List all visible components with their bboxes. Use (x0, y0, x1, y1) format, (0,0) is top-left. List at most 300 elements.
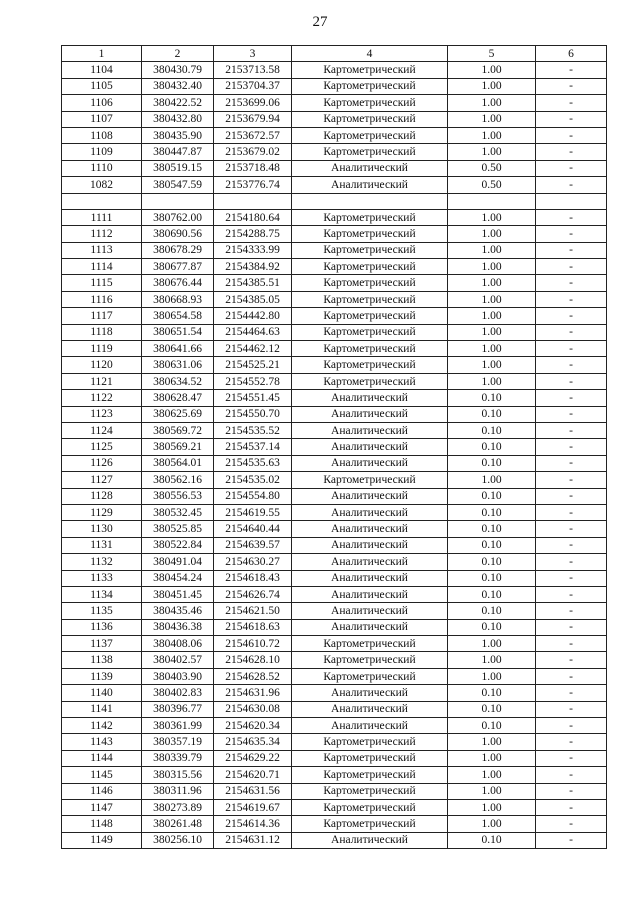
point-number-cell: 1134 (62, 586, 142, 602)
method-cell: Аналитический (292, 685, 448, 701)
x-coordinate-cell: 380677.87 (142, 259, 214, 275)
column-header-2: 2 (142, 46, 214, 62)
table-row (62, 62, 607, 78)
table-row (62, 324, 607, 340)
x-coordinate-cell: 380569.72 (142, 422, 214, 438)
y-coordinate-cell: 2154631.12 (214, 832, 292, 848)
table-row (62, 685, 607, 701)
y-coordinate-cell: 2154552.78 (214, 373, 292, 389)
accuracy-cell: 1.00 (448, 78, 536, 94)
method-cell: Аналитический (292, 406, 448, 422)
point-number-cell: 1119 (62, 341, 142, 357)
method-cell: Аналитический (292, 701, 448, 717)
note-cell: - (536, 226, 607, 242)
y-coordinate-cell: 2154618.43 (214, 570, 292, 586)
table-row (62, 701, 607, 717)
accuracy-cell: 0.10 (448, 832, 536, 848)
table-row (62, 160, 607, 176)
method-cell: Аналитический (292, 455, 448, 471)
table-row (62, 537, 607, 553)
x-coordinate-cell: 380641.66 (142, 341, 214, 357)
y-coordinate-cell: 2153776.74 (214, 177, 292, 193)
point-number-cell: 1120 (62, 357, 142, 373)
table-row (62, 718, 607, 734)
method-cell: Картометрический (292, 472, 448, 488)
x-coordinate-cell: 380408.06 (142, 636, 214, 652)
point-number-cell: 1109 (62, 144, 142, 160)
table-row (62, 570, 607, 586)
point-number-cell: 1143 (62, 734, 142, 750)
x-coordinate-cell: 380562.16 (142, 472, 214, 488)
x-coordinate-cell: 380668.93 (142, 291, 214, 307)
accuracy-cell: 1.00 (448, 373, 536, 389)
note-cell: - (536, 160, 607, 176)
table-row (62, 308, 607, 324)
y-coordinate-cell: 2154464.63 (214, 324, 292, 340)
note-cell: - (536, 390, 607, 406)
method-cell: Картометрический (292, 95, 448, 111)
point-number-cell: 1146 (62, 783, 142, 799)
y-coordinate-cell: 2154628.10 (214, 652, 292, 668)
y-coordinate-cell: 2154630.27 (214, 554, 292, 570)
note-cell: - (536, 554, 607, 570)
x-coordinate-cell: 380432.80 (142, 111, 214, 127)
table-row (62, 357, 607, 373)
accuracy-cell: 1.00 (448, 750, 536, 766)
table-row (62, 652, 607, 668)
point-number-cell: 1124 (62, 422, 142, 438)
y-coordinate-cell: 2154631.96 (214, 685, 292, 701)
table-row (62, 95, 607, 111)
accuracy-cell: 1.00 (448, 734, 536, 750)
method-cell: Картометрический (292, 734, 448, 750)
x-coordinate-cell: 380430.79 (142, 62, 214, 78)
point-number-cell: 1128 (62, 488, 142, 504)
x-coordinate-cell: 380532.45 (142, 504, 214, 520)
y-coordinate-cell: 2154385.05 (214, 291, 292, 307)
point-number-cell: 1118 (62, 324, 142, 340)
x-coordinate-cell: 380396.77 (142, 701, 214, 717)
y-coordinate-cell: 2154610.72 (214, 636, 292, 652)
method-cell: Картометрический (292, 799, 448, 815)
method-cell: Аналитический (292, 422, 448, 438)
table-row (62, 111, 607, 127)
table-row (62, 668, 607, 684)
method-cell: Картометрический (292, 652, 448, 668)
method-cell: Аналитический (292, 390, 448, 406)
point-number-cell: 1123 (62, 406, 142, 422)
accuracy-cell: 0.10 (448, 685, 536, 701)
point-number-cell: 1110 (62, 160, 142, 176)
table-row (62, 619, 607, 635)
table-row (62, 127, 607, 143)
note-cell: - (536, 308, 607, 324)
table-row (62, 554, 607, 570)
x-coordinate-cell: 380435.46 (142, 603, 214, 619)
y-coordinate-cell: 2154629.22 (214, 750, 292, 766)
method-cell: Картометрический (292, 668, 448, 684)
x-coordinate-cell: 380436.38 (142, 619, 214, 635)
note-cell: - (536, 636, 607, 652)
method-cell: Аналитический (292, 554, 448, 570)
y-coordinate-cell: 2154621.50 (214, 603, 292, 619)
note-cell: - (536, 78, 607, 94)
note-cell: - (536, 832, 607, 848)
note-cell: - (536, 259, 607, 275)
table-row (62, 406, 607, 422)
accuracy-cell: 1.00 (448, 291, 536, 307)
accuracy-cell: 1.00 (448, 341, 536, 357)
table-row (62, 488, 607, 504)
accuracy-cell: 0.10 (448, 406, 536, 422)
point-number-cell: 1108 (62, 127, 142, 143)
table-body (62, 62, 607, 849)
y-coordinate-cell: 2154550.70 (214, 406, 292, 422)
note-cell: - (536, 521, 607, 537)
method-cell: Аналитический (292, 177, 448, 193)
table-row (62, 472, 607, 488)
table-row (62, 193, 607, 209)
method-cell: Картометрический (292, 242, 448, 258)
note-cell: - (536, 357, 607, 373)
note-cell: - (536, 767, 607, 783)
x-coordinate-cell: 380447.87 (142, 144, 214, 160)
accuracy-cell: 0.10 (448, 554, 536, 570)
column-header-4: 4 (292, 46, 448, 62)
note-cell: - (536, 504, 607, 520)
method-cell: Картометрический (292, 783, 448, 799)
y-coordinate-cell: 2153679.94 (214, 111, 292, 127)
x-coordinate-cell: 380651.54 (142, 324, 214, 340)
x-coordinate-cell: 380361.99 (142, 718, 214, 734)
x-coordinate-cell: 380339.79 (142, 750, 214, 766)
table-row (62, 291, 607, 307)
y-coordinate-cell: 2154462.12 (214, 341, 292, 357)
point-number-cell: 1105 (62, 78, 142, 94)
table-row (62, 521, 607, 537)
y-coordinate-cell: 2154630.08 (214, 701, 292, 717)
method-cell: Аналитический (292, 439, 448, 455)
page-number: 27 (312, 14, 328, 30)
accuracy-cell: 0.10 (448, 488, 536, 504)
note-cell: - (536, 95, 607, 111)
point-number-cell: 1136 (62, 619, 142, 635)
point-number-cell: 1132 (62, 554, 142, 570)
table-row (62, 259, 607, 275)
y-coordinate-cell: 2153672.57 (214, 127, 292, 143)
note-cell: - (536, 586, 607, 602)
point-number-cell: 1104 (62, 62, 142, 78)
accuracy-cell: 1.00 (448, 357, 536, 373)
method-cell: Аналитический (292, 570, 448, 586)
table-row (62, 636, 607, 652)
method-cell: Картометрический (292, 767, 448, 783)
table-row (62, 275, 607, 291)
accuracy-cell: 0.10 (448, 586, 536, 602)
accuracy-cell: 1.00 (448, 127, 536, 143)
note-cell: - (536, 472, 607, 488)
note-cell: - (536, 455, 607, 471)
point-number-cell: 1133 (62, 570, 142, 586)
note-cell: - (536, 324, 607, 340)
accuracy-cell: 1.00 (448, 259, 536, 275)
accuracy-cell: 1.00 (448, 668, 536, 684)
note-cell (536, 193, 607, 209)
table-header-row (62, 46, 607, 62)
method-cell: Картометрический (292, 209, 448, 225)
point-number-cell: 1148 (62, 816, 142, 832)
method-cell: Аналитический (292, 521, 448, 537)
y-coordinate-cell: 2153679.02 (214, 144, 292, 160)
method-cell: Картометрический (292, 308, 448, 324)
y-coordinate-cell: 2154626.74 (214, 586, 292, 602)
table-row (62, 209, 607, 225)
x-coordinate-cell: 380432.40 (142, 78, 214, 94)
table-row (62, 373, 607, 389)
point-number-cell: 1130 (62, 521, 142, 537)
x-coordinate-cell: 380357.19 (142, 734, 214, 750)
method-cell: Картометрический (292, 144, 448, 160)
x-coordinate-cell: 380634.52 (142, 373, 214, 389)
accuracy-cell: 1.00 (448, 783, 536, 799)
y-coordinate-cell: 2154619.67 (214, 799, 292, 815)
accuracy-cell: 0.10 (448, 603, 536, 619)
point-number-cell: 1126 (62, 455, 142, 471)
method-cell: Картометрический (292, 341, 448, 357)
accuracy-cell: 0.10 (448, 390, 536, 406)
y-coordinate-cell: 2153699.06 (214, 95, 292, 111)
accuracy-cell: 0.50 (448, 177, 536, 193)
point-number-cell: 1147 (62, 799, 142, 815)
x-coordinate-cell: 380256.10 (142, 832, 214, 848)
point-number-cell: 1114 (62, 259, 142, 275)
column-header-1: 1 (62, 46, 142, 62)
table-row (62, 767, 607, 783)
accuracy-cell: 0.50 (448, 160, 536, 176)
accuracy-cell: 1.00 (448, 767, 536, 783)
coordinates-table (61, 45, 607, 849)
table-row (62, 783, 607, 799)
method-cell (292, 193, 448, 209)
accuracy-cell: 1.00 (448, 816, 536, 832)
y-coordinate-cell: 2154620.34 (214, 718, 292, 734)
table-row (62, 750, 607, 766)
accuracy-cell: 1.00 (448, 324, 536, 340)
method-cell: Картометрический (292, 111, 448, 127)
x-coordinate-cell: 380564.01 (142, 455, 214, 471)
x-coordinate-cell: 380422.52 (142, 95, 214, 111)
method-cell: Картометрический (292, 636, 448, 652)
method-cell: Аналитический (292, 718, 448, 734)
point-number-cell: 1121 (62, 373, 142, 389)
table-row (62, 390, 607, 406)
table-row (62, 226, 607, 242)
column-header-5: 5 (448, 46, 536, 62)
y-coordinate-cell: 2154385.51 (214, 275, 292, 291)
x-coordinate-cell: 380491.04 (142, 554, 214, 570)
y-coordinate-cell: 2154554.80 (214, 488, 292, 504)
accuracy-cell: 1.00 (448, 308, 536, 324)
method-cell: Аналитический (292, 537, 448, 553)
note-cell: - (536, 127, 607, 143)
method-cell: Аналитический (292, 504, 448, 520)
note-cell: - (536, 652, 607, 668)
x-coordinate-cell: 380556.53 (142, 488, 214, 504)
y-coordinate-cell: 2154535.02 (214, 472, 292, 488)
accuracy-cell: 1.00 (448, 111, 536, 127)
accuracy-cell: 1.00 (448, 62, 536, 78)
table-row (62, 341, 607, 357)
point-number-cell (62, 193, 142, 209)
accuracy-cell: 1.00 (448, 275, 536, 291)
point-number-cell: 1113 (62, 242, 142, 258)
note-cell: - (536, 816, 607, 832)
x-coordinate-cell: 380676.44 (142, 275, 214, 291)
point-number-cell: 1111 (62, 209, 142, 225)
note-cell: - (536, 685, 607, 701)
y-coordinate-cell: 2154288.75 (214, 226, 292, 242)
note-cell: - (536, 177, 607, 193)
method-cell: Аналитический (292, 832, 448, 848)
method-cell: Картометрический (292, 291, 448, 307)
table-row (62, 832, 607, 848)
y-coordinate-cell: 2154180.64 (214, 209, 292, 225)
point-number-cell: 1125 (62, 439, 142, 455)
point-number-cell: 1107 (62, 111, 142, 127)
note-cell: - (536, 341, 607, 357)
table-row (62, 603, 607, 619)
x-coordinate-cell: 380402.57 (142, 652, 214, 668)
y-coordinate-cell (214, 193, 292, 209)
note-cell: - (536, 406, 607, 422)
point-number-cell: 1139 (62, 668, 142, 684)
note-cell: - (536, 209, 607, 225)
point-number-cell: 1145 (62, 767, 142, 783)
x-coordinate-cell: 380654.58 (142, 308, 214, 324)
accuracy-cell: 1.00 (448, 472, 536, 488)
note-cell: - (536, 439, 607, 455)
accuracy-cell: 1.00 (448, 242, 536, 258)
accuracy-cell: 1.00 (448, 652, 536, 668)
point-number-cell: 1141 (62, 701, 142, 717)
point-number-cell: 1106 (62, 95, 142, 111)
accuracy-cell: 1.00 (448, 636, 536, 652)
note-cell: - (536, 275, 607, 291)
x-coordinate-cell: 380311.96 (142, 783, 214, 799)
accuracy-cell: 0.10 (448, 718, 536, 734)
table-row (62, 78, 607, 94)
column-header-3: 3 (214, 46, 292, 62)
note-cell: - (536, 373, 607, 389)
column-header-6: 6 (536, 46, 607, 62)
point-number-cell: 1137 (62, 636, 142, 652)
x-coordinate-cell: 380569.21 (142, 439, 214, 455)
point-number-cell: 1144 (62, 750, 142, 766)
point-number-cell: 1140 (62, 685, 142, 701)
point-number-cell: 1135 (62, 603, 142, 619)
note-cell: - (536, 603, 607, 619)
method-cell: Картометрический (292, 62, 448, 78)
table-row (62, 455, 607, 471)
note-cell: - (536, 111, 607, 127)
y-coordinate-cell: 2154333.99 (214, 242, 292, 258)
y-coordinate-cell: 2154551.45 (214, 390, 292, 406)
method-cell: Картометрический (292, 373, 448, 389)
method-cell: Картометрический (292, 816, 448, 832)
note-cell: - (536, 734, 607, 750)
x-coordinate-cell: 380628.47 (142, 390, 214, 406)
x-coordinate-cell (142, 193, 214, 209)
accuracy-cell: 0.10 (448, 455, 536, 471)
method-cell: Аналитический (292, 619, 448, 635)
method-cell: Аналитический (292, 488, 448, 504)
accuracy-cell: 0.10 (448, 570, 536, 586)
x-coordinate-cell: 380261.48 (142, 816, 214, 832)
table-row (62, 439, 607, 455)
y-coordinate-cell: 2153718.48 (214, 160, 292, 176)
method-cell: Картометрический (292, 78, 448, 94)
accuracy-cell: 0.10 (448, 521, 536, 537)
point-number-cell: 1142 (62, 718, 142, 734)
y-coordinate-cell: 2154618.63 (214, 619, 292, 635)
note-cell: - (536, 291, 607, 307)
method-cell: Аналитический (292, 586, 448, 602)
note-cell: - (536, 422, 607, 438)
note-cell: - (536, 701, 607, 717)
method-cell: Аналитический (292, 603, 448, 619)
note-cell: - (536, 488, 607, 504)
x-coordinate-cell: 380454.24 (142, 570, 214, 586)
table-row (62, 586, 607, 602)
table-row (62, 242, 607, 258)
point-number-cell: 1149 (62, 832, 142, 848)
point-number-cell: 1138 (62, 652, 142, 668)
accuracy-cell: 0.10 (448, 537, 536, 553)
method-cell: Картометрический (292, 750, 448, 766)
y-coordinate-cell: 2154614.36 (214, 816, 292, 832)
method-cell: Картометрический (292, 357, 448, 373)
note-cell: - (536, 750, 607, 766)
y-coordinate-cell: 2153713.58 (214, 62, 292, 78)
y-coordinate-cell: 2154535.63 (214, 455, 292, 471)
point-number-cell: 1122 (62, 390, 142, 406)
note-cell: - (536, 668, 607, 684)
point-number-cell: 1129 (62, 504, 142, 520)
accuracy-cell: 0.10 (448, 439, 536, 455)
note-cell: - (536, 799, 607, 815)
x-coordinate-cell: 380435.90 (142, 127, 214, 143)
y-coordinate-cell: 2154525.21 (214, 357, 292, 373)
y-coordinate-cell: 2154619.55 (214, 504, 292, 520)
table-row (62, 144, 607, 160)
accuracy-cell: 0.10 (448, 619, 536, 635)
point-number-cell: 1127 (62, 472, 142, 488)
accuracy-cell: 0.10 (448, 504, 536, 520)
x-coordinate-cell: 380625.69 (142, 406, 214, 422)
accuracy-cell: 1.00 (448, 799, 536, 815)
y-coordinate-cell: 2154640.44 (214, 521, 292, 537)
x-coordinate-cell: 380631.06 (142, 357, 214, 373)
note-cell: - (536, 718, 607, 734)
x-coordinate-cell: 380690.56 (142, 226, 214, 242)
table-row (62, 422, 607, 438)
note-cell: - (536, 783, 607, 799)
table-row (62, 799, 607, 815)
y-coordinate-cell: 2154635.34 (214, 734, 292, 750)
x-coordinate-cell: 380547.59 (142, 177, 214, 193)
x-coordinate-cell: 380519.15 (142, 160, 214, 176)
point-number-cell: 1116 (62, 291, 142, 307)
